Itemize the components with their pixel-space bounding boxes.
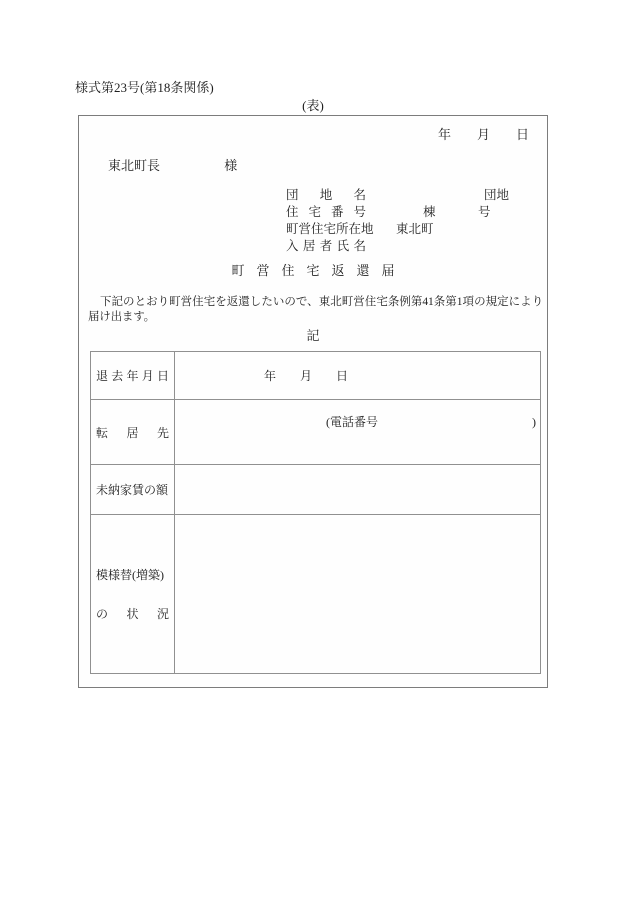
side-indicator-label: (表) xyxy=(302,98,324,113)
form-border-box xyxy=(78,115,548,688)
remodel-status-field xyxy=(175,515,541,674)
remodel-status-label-cell xyxy=(91,515,175,674)
unpaid-rent-label-cell xyxy=(91,465,175,515)
remodel-label-line1: 模様替(増築) xyxy=(96,568,164,582)
unit-number-label: 住宅番号 xyxy=(286,205,366,219)
return-form-table xyxy=(90,351,541,674)
resident-name-label: 入居者氏名 xyxy=(286,239,366,253)
estate-name-label: 団地名 xyxy=(286,188,366,202)
date-line: 年 月 日 xyxy=(437,127,529,142)
unpaid-rent-field xyxy=(175,465,541,515)
room-suffix-label: 号 xyxy=(478,205,491,219)
unit-number-row xyxy=(286,204,542,221)
location-value: 東北町 xyxy=(396,222,434,236)
remodel-label-line2: の状況 xyxy=(96,607,169,621)
building-suffix-label: 棟 xyxy=(423,205,436,219)
phone-number-line xyxy=(326,415,536,429)
estate-suffix-label: 団地 xyxy=(484,188,510,202)
new-address-field xyxy=(175,400,541,465)
remodel-status-row xyxy=(91,515,541,674)
move-out-date-label-cell xyxy=(91,352,175,400)
new-address-label-cell xyxy=(91,400,175,465)
form-title: 町営住宅返還届 xyxy=(231,263,407,278)
housing-info-block xyxy=(286,187,542,255)
phone-number-label: (電話番号 xyxy=(326,415,378,429)
location-label: 町営住宅所在地 xyxy=(286,222,374,236)
move-out-date-value: 年 月 日 xyxy=(175,352,541,400)
unpaid-rent-label: 未納家賃の額 xyxy=(96,483,169,497)
move-out-date-label: 退去年月日 xyxy=(96,369,169,383)
move-out-date-row xyxy=(91,352,541,400)
addressee-line xyxy=(108,158,237,173)
unpaid-rent-row xyxy=(91,465,541,515)
new-address-label: 転居先 xyxy=(96,425,169,440)
form-number-label: 様式第23号(第18条関係) xyxy=(75,80,214,95)
honorific-label: 様 xyxy=(224,158,238,173)
estate-name-row xyxy=(286,187,542,204)
note-marker: 記 xyxy=(306,328,320,343)
new-address-row xyxy=(91,400,541,465)
addressee-name: 東北町長 xyxy=(108,158,161,173)
declaration-paragraph: 下記のとおり町営住宅を返還したいので、東北町営住宅条例第41条第1項の規定により届け出ます。 xyxy=(88,296,543,323)
resident-name-row xyxy=(286,238,542,255)
location-row xyxy=(286,221,542,238)
phone-close-paren: ) xyxy=(532,415,536,429)
remodel-status-label xyxy=(96,566,169,622)
